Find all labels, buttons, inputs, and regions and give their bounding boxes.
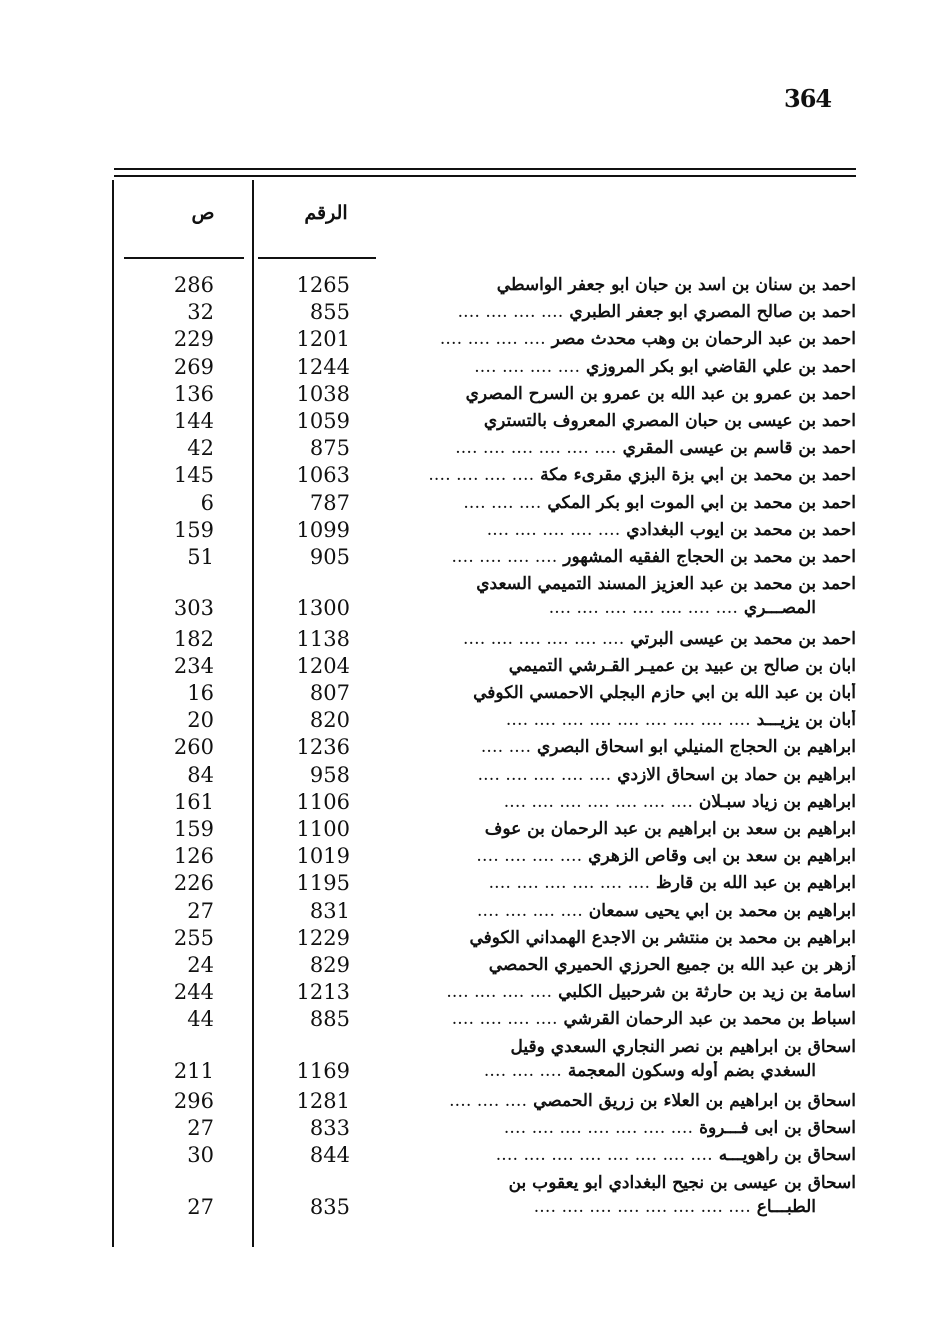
entry-name: [370, 982, 856, 1002]
leader-dots: …. …. ….: [449, 1091, 528, 1111]
entry-page: 32: [187, 300, 214, 325]
entry-page: 24: [187, 953, 214, 977]
entry-name-text: اسحاق بن ابراهيم بن نصر النجاري السعدي وقيل: [510, 1036, 856, 1057]
entry-number: 820: [309, 708, 350, 733]
entry-page: 51: [187, 545, 214, 569]
header-underline-number: [258, 257, 376, 259]
entry-name-text: احمد بن محمد بن عبد العزيز المسند التميمي السعدي: [476, 574, 856, 595]
leader-dots: …. …. …. ….: [451, 547, 558, 567]
entry-number: 1106: [296, 789, 350, 814]
entry-name: [370, 901, 856, 921]
leader-dots: …. …. …. ….: [446, 982, 553, 1003]
entry-number: 833: [309, 1116, 350, 1141]
entry-name: [370, 275, 856, 295]
entry-name-text: احمد بن سنان بن اسد بن حبان ابو جعفر الواسطي: [496, 275, 856, 295]
entry-name-text: احمد بن محمد بن عيسى البرتي: [630, 628, 856, 649]
entry-name: [370, 765, 856, 785]
entry-page: 145: [173, 463, 214, 488]
entry-page: 260: [173, 735, 214, 760]
leader-dots: …. …. …. ….: [457, 302, 564, 323]
entry-name-text: ابان بن صالح بن عبيد بن عميـر القـرشي التميمي: [508, 655, 856, 676]
entry-name-text: ابراهيم بن حماد بن اسحاق الازدي: [617, 764, 856, 785]
entry-name-text: اسحاق بن عيسى بن نجيح البغدادي ابو يعقوب بن: [508, 1172, 856, 1193]
top-rule: [114, 168, 856, 170]
entry-name: [370, 737, 856, 757]
column-divider-middle: [252, 180, 254, 1247]
entry-name-text: اسباط بن محمد بن عبد الرحمان القرشي: [563, 1009, 856, 1030]
entry-name-text: اسحاق بن راهويـــه: [718, 1145, 856, 1166]
entry-name-text: ابراهيم بن محمد بن منتشر بن الاجدع الهمداني الكوفي: [469, 927, 856, 948]
leader-dots: …. …. …. …. …. …. …. …. ….: [505, 710, 751, 731]
entry-page: 42: [187, 436, 214, 461]
entry-page: 182: [173, 626, 214, 651]
entry-page: 161: [173, 789, 214, 814]
entry-number: 831: [309, 898, 350, 923]
entry-number: 1244: [296, 354, 350, 379]
entry-number: 1300: [296, 596, 350, 621]
entry-number: 1213: [296, 980, 350, 1005]
leader-dots: …. …. ….: [463, 492, 542, 513]
entry-name-text: احمد بن محمد بن الحجاج الفقيه المشهور: [563, 547, 856, 567]
entry-name: [370, 1145, 856, 1165]
entry-name: [370, 1091, 856, 1111]
entry-page: 269: [173, 354, 214, 379]
entry-number: 1100: [296, 817, 350, 841]
entry-number: 807: [309, 681, 350, 705]
entry-name-text: احمد بن محمد بن ابي بزة البزي مقرىء مكة: [540, 465, 856, 486]
leader-dots: …. …. …. ….: [451, 1009, 558, 1030]
entry-name: [370, 819, 856, 839]
entry-number: 1204: [296, 653, 350, 678]
entry-name: [370, 1118, 856, 1138]
entry-number: 787: [309, 490, 350, 515]
leader-dots: …. …. …. …. ….: [477, 764, 612, 785]
entry-name-text: احمد بن عيسى بن حبان المصري المعروف بالتستري: [483, 411, 856, 431]
entry-page: 30: [187, 1143, 214, 1168]
entry-page: 226: [173, 871, 214, 896]
entry-number: 1236: [296, 735, 350, 760]
entry-number: 1265: [296, 273, 350, 297]
entry-name: [370, 329, 856, 349]
entry-number: 1099: [296, 517, 350, 542]
entry-number: 885: [309, 1007, 350, 1032]
entry-number: 1138: [296, 626, 350, 651]
entry-name-text: ابراهيم بن عبد الله بن قارظ: [656, 873, 856, 894]
entry-page: 20: [187, 708, 214, 733]
page-number: 364: [784, 84, 832, 113]
entry-page: 211: [173, 1058, 214, 1083]
leader-dots: …. ….: [480, 737, 532, 758]
entry-name: [370, 656, 856, 676]
leader-dots: …. …. …. …. …. ….: [488, 873, 651, 894]
entry-number: 905: [309, 545, 350, 569]
entry-number: 1229: [296, 925, 350, 950]
leader-dots: …. …. …. …. …. ….: [462, 628, 625, 649]
entry-number: 1038: [296, 381, 350, 406]
entry-name: [370, 1009, 856, 1029]
continuation-text: المصـــري: [743, 598, 816, 619]
entry-name: [370, 873, 856, 893]
entry-name: [370, 384, 856, 404]
entry-name: [370, 520, 856, 540]
entry-name: [370, 1037, 856, 1057]
entry-name-text: احمد بن عمرو بن عبد الله بن عمرو بن السرح المصري: [465, 383, 856, 404]
header-underline-page: [124, 257, 244, 259]
leader-dots: …. …. …. …. …. …. …. ….: [495, 1145, 713, 1166]
entry-page: 84: [187, 762, 214, 787]
entry-name-text: أزهر بن عبد الله بن جميع الحرزي الحميري الحمصي: [488, 955, 856, 975]
entry-name-text: ابراهيم بن سعد بن ابراهيم بن عبد الرحمان بن عوف: [484, 819, 856, 839]
leader-dots: …. …. …. ….: [476, 846, 583, 867]
entry-number: 1019: [296, 844, 350, 869]
entry-number: 1281: [296, 1089, 350, 1113]
entry-name-text: احمد بن قاسم بن عيسى المقري: [622, 438, 856, 459]
leader-dots: …. …. …. ….: [439, 329, 546, 350]
entry-name: [370, 465, 856, 485]
entry-name-text: احمد بن محمد بن ايوب البغدادي: [626, 519, 856, 540]
leader-dots: …. …. …. …. …. …. …. ….: [533, 1196, 751, 1217]
entry-number: 1169: [296, 1058, 350, 1083]
entry-name: [370, 493, 856, 513]
entry-number: 829: [309, 953, 350, 977]
entry-name-text: ابراهيم بن الحجاج المنيلي ابو اسحاق البصري: [537, 737, 856, 758]
entry-page: 244: [173, 980, 214, 1005]
column-divider-left: [112, 180, 114, 1247]
entry-page: 159: [173, 517, 214, 542]
entry-page: 144: [173, 409, 214, 433]
leader-dots: …. …. …. ….: [477, 900, 583, 921]
entry-name: [370, 710, 856, 730]
entry-page: 6: [200, 490, 214, 515]
entry-name: [370, 357, 856, 377]
entry-page: 234: [173, 653, 214, 678]
entry-name-text: احمد بن علي القاضي ابو بكر المروزي: [586, 356, 856, 377]
number-column-header: الرقم: [304, 202, 348, 224]
entry-number: 1195: [296, 871, 350, 896]
entry-page: 27: [187, 1194, 214, 1219]
entry-name: [370, 629, 856, 649]
entry-name: [370, 411, 856, 431]
entry-name-continuation: [370, 1061, 816, 1081]
leader-dots: …. …. …. …. …. …. ….: [503, 791, 693, 812]
page-column-header: ص: [191, 202, 215, 224]
entry-number: 1201: [296, 327, 350, 352]
top-rule-secondary: [114, 175, 856, 177]
entry-name-text: أبان بن عبد الله بن ابي حازم البجلي الاحمسي الكوفي: [473, 683, 856, 703]
entry-page: 27: [187, 898, 214, 923]
entry-name-continuation: [370, 598, 816, 618]
entry-name-text: احمد بن صالح المصري ابو جعفر الطبري: [569, 302, 856, 323]
entry-name-text: اسحاق بن ابى فـــروة: [699, 1118, 856, 1139]
entry-page: 296: [173, 1089, 214, 1113]
entry-number: 844: [309, 1143, 350, 1168]
leader-dots: …. …. …. ….: [428, 465, 535, 486]
entry-name-continuation: [370, 1197, 816, 1217]
entry-number: 1063: [296, 463, 350, 488]
leader-dots: …. …. …. …. ….: [486, 519, 621, 540]
entry-number: 835: [309, 1194, 350, 1219]
entry-page: 229: [173, 327, 214, 352]
entry-page: 16: [187, 681, 214, 705]
entry-name: [370, 302, 856, 322]
entry-name: [370, 574, 856, 594]
entry-name: [370, 846, 856, 866]
continuation-text: السغدي بضم أوله وسكون المعجمة: [567, 1060, 816, 1081]
entry-name-text: ابراهيم بن محمد بن ابي يحيى سمعان: [588, 900, 856, 921]
entry-name: [370, 955, 856, 975]
entry-number: 855: [309, 300, 350, 325]
entry-page: 126: [173, 844, 214, 869]
entry-name: [370, 683, 856, 703]
entry-name-text: احمد بن محمد بن ابي الموت ابو بكر المكي: [547, 492, 856, 513]
entry-page: 286: [173, 273, 214, 297]
leader-dots: …. …. …. ….: [474, 356, 581, 377]
entry-page: 44: [187, 1007, 214, 1032]
entry-name-text: ابراهيم بن زياد سبـلان: [698, 791, 856, 812]
entry-page: 303: [173, 596, 214, 621]
leader-dots: …. …. …. …. …. ….: [455, 438, 617, 459]
leader-dots: …. …. …. …. …. …. ….: [503, 1118, 694, 1139]
entry-number: 1059: [296, 409, 350, 433]
entry-number: 875: [309, 436, 350, 461]
leader-dots: …. …. …. …. …. …. ….: [548, 598, 738, 619]
continuation-text: الطبـــاع: [756, 1196, 816, 1217]
entry-name: [370, 792, 856, 812]
entry-name: [370, 1173, 856, 1193]
entry-name: [370, 547, 856, 567]
entry-page: 136: [173, 381, 214, 406]
entry-number: 958: [309, 762, 350, 787]
entry-name-text: اسامة بن زيد بن حارثة بن شرحبيل الكلبي: [558, 982, 856, 1003]
entry-name-text: احمد بن عبد الرحمان بن وهب محدث مصر: [551, 329, 856, 350]
leader-dots: …. …. ….: [483, 1060, 562, 1081]
entry-name-text: أبان بن يزيـــد: [756, 710, 856, 731]
entry-name: [370, 438, 856, 458]
entry-name-text: ابراهيم بن سعد بن ابى وقاص الزهري: [588, 846, 856, 867]
entry-page: 255: [173, 925, 214, 950]
entry-page: 27: [187, 1116, 214, 1141]
entry-name: [370, 928, 856, 948]
entry-page: 159: [173, 817, 214, 841]
entry-name-text: اسحاق بن ابراهيم بن العلاء بن زريق الحمصي: [533, 1091, 856, 1111]
